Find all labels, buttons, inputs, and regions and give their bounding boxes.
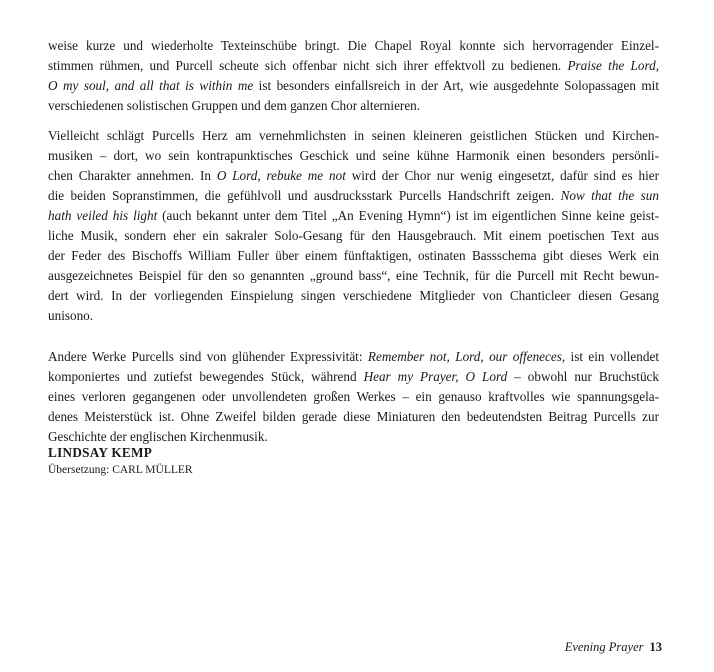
text-line [48, 286, 659, 306]
body-text: dert wird. In der vorliegenden Einspielung singen verschiedene Mitglieder von Chanticleer diesen Gesang [48, 288, 659, 303]
paragraph-2 [48, 126, 659, 326]
body-text: die beiden Sopranstimmen, die gefühlvoll und ausdrucksstark Purcells Handschrift zeigen. [48, 188, 561, 203]
body-text: eines verloren gegangenen oder unvollendeten großen Werkes – ein genauso kraftvolles wie spannungsgela- [48, 389, 659, 404]
text-line [48, 186, 659, 206]
text-line [48, 166, 659, 186]
text-line [48, 407, 659, 427]
body-text: Andere Werke Purcells sind von glühender Expressivität: [48, 349, 368, 364]
body-text: verschiedenen solistischen Gruppen und dem ganzen Chor alternieren. [48, 98, 421, 113]
text-line [48, 96, 659, 116]
work-title-text: Remember not, Lord, our offeneces [367, 349, 562, 364]
text-line [48, 126, 659, 146]
page-footer [565, 640, 662, 655]
work-title-text: Now that the sun [560, 188, 659, 203]
body-text: unisono. [48, 308, 94, 323]
text-line [48, 226, 659, 246]
body-text: ausgezeichnetes Beispiel für den so genannten „ground bass“, eine Technik, für die Purcell mit Recht bewun- [48, 268, 659, 283]
body-text: denes Meisterstück ist. Ohne Zweifel bilden gerade diese Miniaturen den bedeutendsten Beitrag Purcells zur [48, 409, 659, 424]
author-name: LINDSAY KEMP [48, 445, 153, 460]
text-line [48, 306, 659, 326]
work-title-text: Praise the Lord, [567, 58, 659, 73]
text-line [48, 56, 659, 76]
text-line [48, 427, 659, 447]
page-number: 13 [649, 640, 662, 654]
body-text: chen Charakter annehmen. In [48, 168, 217, 183]
footer-title: Evening Prayer [564, 640, 644, 654]
text-line [48, 387, 659, 407]
translator-credit: Übersetzung: CARL MÜLLER [48, 464, 193, 476]
text-line [48, 76, 659, 96]
paragraph-1 [48, 36, 659, 116]
body-text: ist besonders einfallsreich in der Art, wie ausgedehnte Solopassagen mit [253, 78, 660, 93]
text-line [48, 146, 659, 166]
text-line [48, 266, 659, 286]
text-line [48, 347, 659, 367]
body-text: der Feder des Bischoffs William Fuller über einem fünftaktigen, ostinaten Bassschema gibt dieses Werk ein [48, 248, 659, 263]
body-text: komponiertes und zutiefst bewegendes Stück, während [48, 369, 364, 384]
text-line [48, 206, 659, 226]
body-text: (auch bekannt unter dem Titel „An Evening Hymn“) ist im eigentlichen Sinne keine geist- [157, 208, 659, 223]
body-text: liche Musik, sondern eher ein sakraler Solo-Gesang für den Hausgebrauch. Mit einem poetischen Text aus [48, 228, 659, 243]
text-line [48, 367, 659, 387]
text-line [48, 36, 659, 56]
work-title-text: O my soul, and all that is within me [48, 78, 254, 93]
work-title-text: hath veiled his light [48, 208, 158, 223]
body-text: stimmen rühmen, und Purcell scheute sich offenbar nicht sich ihrer effektvoll zu bedienen. [48, 58, 568, 73]
paragraph-3 [48, 347, 659, 447]
work-title-text: Hear my Prayer, O Lord [363, 369, 508, 384]
body-text: – obwohl nur Bruchstück [507, 369, 659, 384]
body-text: weise kurze und wiederholte Texteinschübe bringt. Die Chapel Royal konnte sich hervorragender Einzel- [48, 38, 659, 53]
work-title-text: O Lord, rebuke me not [216, 168, 346, 183]
text-line [48, 246, 659, 266]
body-text: , ist ein vollendet [561, 349, 659, 364]
body-text: Vielleicht schlägt Purcells Herz am vernehmlichsten in seinen kleineren geistlichen Stücken und Kirchen- [48, 128, 659, 143]
body-text: wird der Chor nur wenig eingesetzt, dafür sind es hier [345, 168, 660, 183]
body-text: musiken – dort, wo sein kontrapunktisches Geschick und seine kühne Harmonik einen besonders persönli- [48, 148, 659, 163]
body-text: Geschichte der englischen Kirchenmusik. [48, 429, 268, 444]
